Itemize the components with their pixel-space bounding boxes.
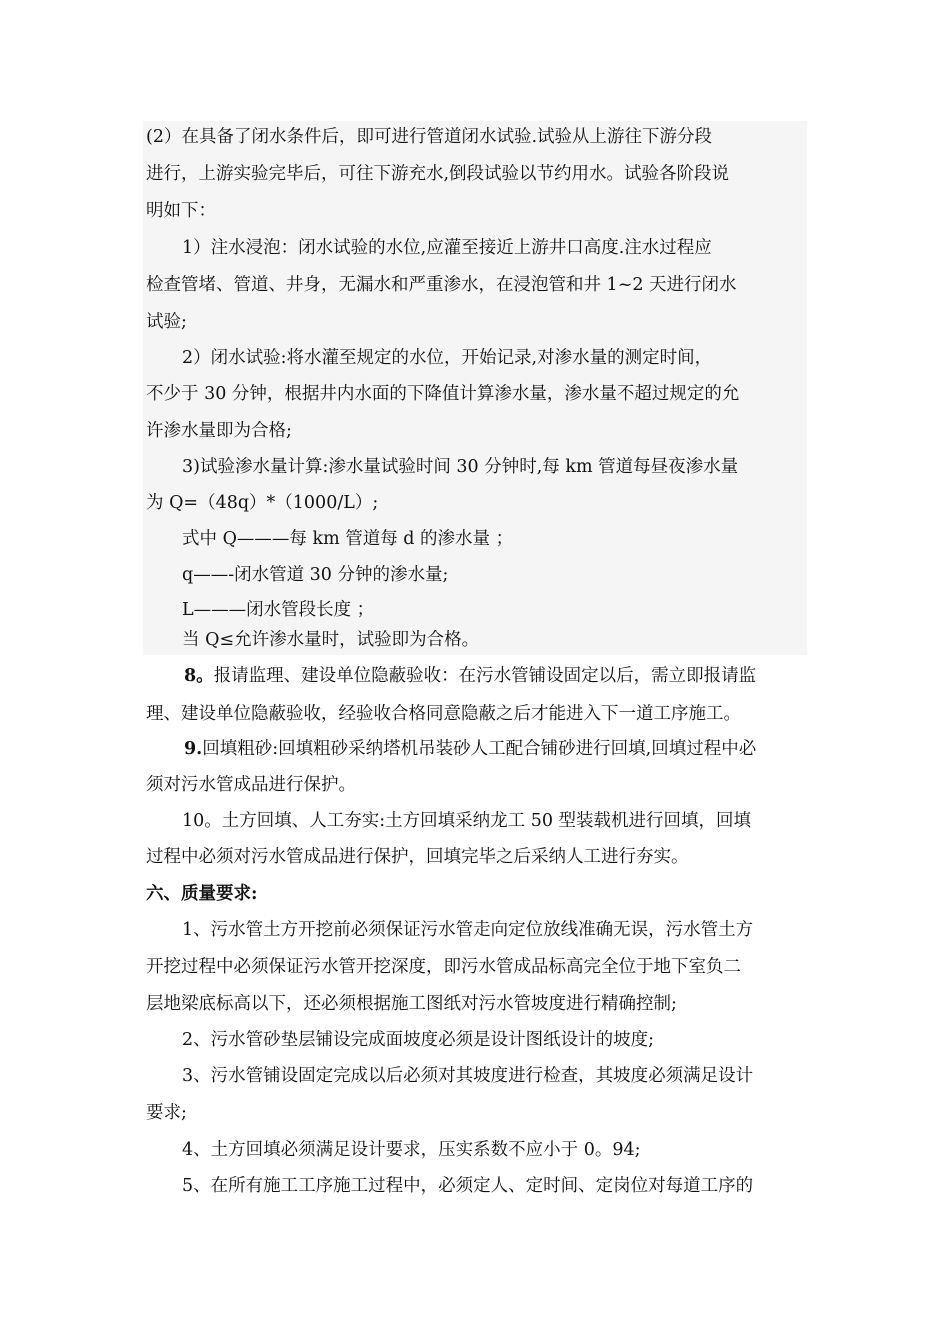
text-line: 2）闭水试验:将水灌至规定的水位，开始记录,对渗水量的测定时间， [182,348,713,368]
text-line: 10。土方回填、人工夯实:土方回填采纳龙工 50 型装载机进行回填，回填 [182,811,752,831]
text-line: 3、污水管铺设固定完成以后必须对其坡度进行检查，其坡度必须满足设计 [182,1066,754,1086]
text-line: 检查管堵、管道、井身，无漏水和严重渗水，在浸泡管和井 1~2 天进行闭水 [146,275,737,295]
text-line: 不少于 30 分钟，根据井内水面的下降值计算渗水量，渗水量不超过规定的允 [146,384,740,404]
text-line: 开挖过程中必须保证污水管开挖深度，即污水管成品标高完全位于地下室负二 [146,957,741,977]
text-line: 3)试验渗水量计算:渗水量试验时间 30 分钟时,每 km 管道每昼夜渗水量 [182,457,739,477]
text-line: 5、在所有施工工序施工过程中，必须定人、定时间、定岗位对每道工序的 [182,1176,754,1196]
item-9-line [184,737,756,761]
text-line: 试验; [146,312,187,332]
text-line: 报请监理、建设单位隐蔽验收：在污水管铺设固定以后，需立即报请监 [213,666,757,686]
text-line: 1）注水浸泡：闭水试验的水位,应灌至接近上游井口高度.注水过程应 [182,238,712,258]
text-line: 须对污水管成品进行保护。 [146,775,356,795]
section-heading: 六、质量要求: [146,884,258,904]
text-line: q——-闭水管道 30 分钟的渗水量; [182,565,449,585]
text-line: 要求; [146,1103,187,1123]
text-line: 当 Q≤允许渗水量时，试验即为合格。 [182,630,480,650]
text-line: 明如下： [146,201,216,221]
text-line: 理、建设单位隐蔽验收，经验收合格同意隐蔽之后才能进入下一道工序施工。 [146,704,741,724]
text-line: 进行，上游实验完毕后，可往下游充水,倒段试验以节约用水。试验各阶段说 [146,164,730,184]
text-line: 4、土方回填必须满足设计要求，压实系数不应小于 0。94; [182,1140,641,1160]
item-number: 8。 [184,666,214,686]
item-number: 9. [184,739,203,759]
text-line: 回填粗砂:回填粗砂采纳塔机吊装砂人工配合铺砂进行回填,回填过程中必 [202,739,757,759]
text-line: 层地梁底标高以下，还必须根据施工图纸对污水管坡度进行精确控制; [146,994,677,1014]
text-line: 过程中必须对污水管成品进行保护，回填完毕之后采纳人工进行夯实。 [146,847,689,867]
text-line: 为 Q=（48q）*（1000/L）; [146,493,379,513]
text-line: 式中 Q———每 km 管道每 d 的渗水量 ； [182,529,514,549]
text-line: 1、污水管土方开挖前必须保证污水管走向定位放线准确无误，污水管土方 [182,920,754,940]
text-line: L———闭水管段长度 ； [182,600,375,620]
text-line: 2、污水管砂垫层铺设完成面坡度必须是设计图纸设计的坡度; [182,1030,655,1050]
item-8-line [184,664,756,688]
text-line: (2）在具备了闭水条件后，即可进行管道闭水试验.试验从上游往下游分段 [146,127,713,147]
text-line: 许渗水量即为合格; [146,421,292,441]
